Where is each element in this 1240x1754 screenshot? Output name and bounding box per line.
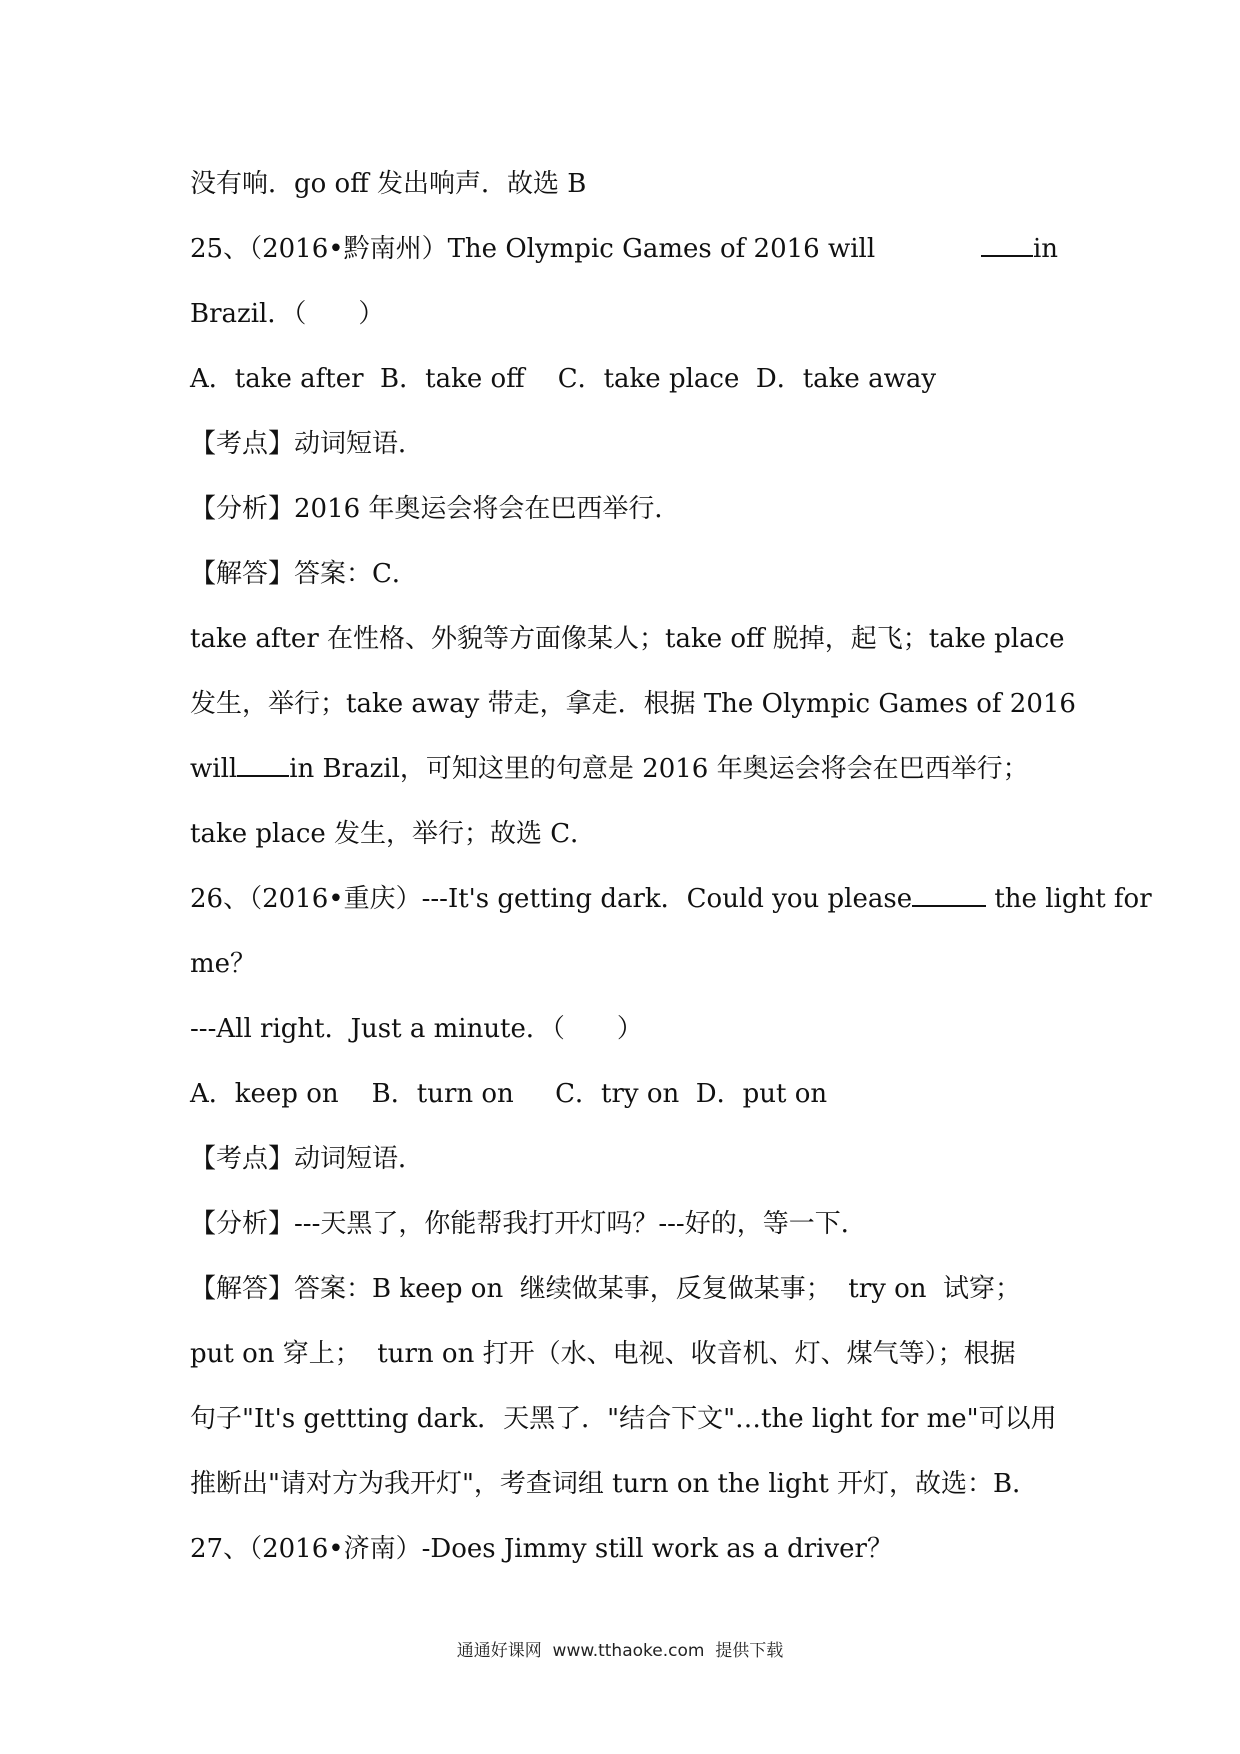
answer-blank: [981, 225, 1033, 257]
question-26-explanation: 推断出"请对方为我开灯"，考查词组 turn on the light 开灯，故选：B．: [190, 1469, 1039, 1499]
document-body: [190, 158, 1152, 1588]
question-27-stem: 27、（2016•济南）-Does Jimmy still work as a driver？: [190, 1534, 893, 1564]
question-25-explanation: take place 发生，举行；故选 C．: [190, 819, 597, 849]
question-26-reply: ---All right．Just a minute．（ ）: [190, 1014, 643, 1044]
question-26-stem: 26、（2016•重庆）---It's getting dark．Could you please the light for: [190, 873, 1058, 938]
question-25-explanation: 发生，举行；take away 带走，拿走．根据 The Olympic Games of 2016: [190, 689, 1076, 719]
question-26-explanation: 句子"It's gettting dark．天黑了．"结合下文"…the light for me"可以用: [190, 1404, 1057, 1434]
page-footer: 通通好课网 www.tthaoke.com 提供下载: [456, 1641, 784, 1661]
answer-blank: [237, 745, 289, 777]
question-25-kaodian: 【考点】动词短语．: [190, 429, 425, 459]
question-25-explanation: will in Brazil，可知这里的句意是 2016 年奥运会将会在巴西举行；: [190, 743, 1058, 808]
question-25-explanation: take after 在性格、外貌等方面像某人；take off 脱掉，起飞；take place: [190, 624, 1065, 654]
question-25-stem-text: 25、（2016•黔南州）The Olympic Games of 2016 will: [190, 234, 876, 264]
question-25-stem-cont: Brazil．（ ）: [190, 299, 385, 329]
question-25-jieda: 【解答】答案：C．: [190, 559, 418, 589]
question-25-options: A．take after B．take off C．take place D．take away: [190, 364, 937, 394]
question-25-stem: [190, 223, 1058, 288]
question-26-options: A．keep on B．turn on C．try on D．put on: [190, 1079, 828, 1109]
text-line: 没有响．go off 发出响声．故选 B: [190, 169, 587, 199]
question-26-kaodian: 【考点】动词短语．: [190, 1144, 425, 1174]
answer-blank: [912, 875, 986, 907]
question-25-fenxi: 【分析】2016 年奥运会将会在巴西举行．: [190, 494, 681, 524]
question-26-stem-cont: me？: [190, 949, 257, 979]
question-25-stem-end: in: [981, 223, 1058, 288]
question-26-explanation: put on 穿上； turn on 打开（水、电视、收音机、灯、煤气等）；根据: [190, 1339, 1016, 1369]
question-26-jieda: 【解答】答案：B keep on 继续做某事，反复做某事； try on 试穿；: [190, 1274, 1022, 1304]
question-26-fenxi: 【分析】---天黑了，你能帮我打开灯吗？---好的，等一下．: [190, 1209, 867, 1239]
